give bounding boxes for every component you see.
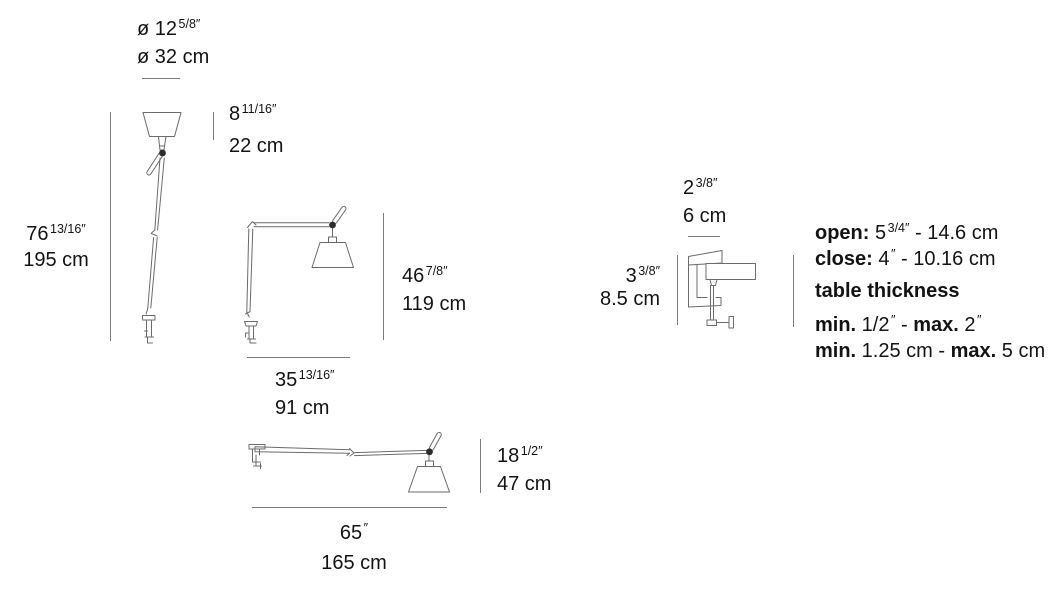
value-fraction: 7/8″ [425, 264, 448, 278]
open-cm-value: - 14.6 cm [909, 222, 999, 244]
horizontal-reach-label [304, 519, 404, 577]
elbow-joint [151, 230, 157, 236]
desk-height-inches [402, 263, 466, 291]
value-inches: 3 [625, 265, 637, 287]
value-fraction: 13/16″ [298, 368, 335, 382]
min-label: min. [815, 314, 857, 336]
thickness-range-cm [815, 340, 1045, 362]
arm-one [255, 447, 350, 453]
shade-height-label [229, 101, 283, 159]
close-label: close: [815, 248, 873, 270]
open-fraction: 3/4″ [887, 221, 910, 235]
clamp-arm-bar [706, 264, 756, 280]
clamp-height-inches [588, 266, 660, 289]
base-plate [143, 316, 156, 321]
clamp-top-plate [689, 251, 723, 266]
shade-diameter-inches [137, 16, 209, 44]
horizontal-height-inches [497, 443, 551, 471]
suspension-height-inches [10, 222, 102, 248]
max-label: max. [913, 314, 959, 336]
horizontal-height-label [497, 443, 551, 497]
value-inches: 8 [229, 103, 241, 125]
horizontal-reach-cm: 165 cm [321, 552, 387, 574]
desk-reach-cm: 91 cm [275, 397, 330, 419]
joint-lever [332, 206, 347, 225]
clamp-height-cm: 8.5 cm [599, 288, 660, 310]
value-fraction: 1/2″ [520, 444, 543, 458]
table-thickness-heading: table thickness [815, 280, 960, 302]
joint-lever [429, 432, 443, 452]
shade-neck [426, 461, 434, 467]
clamp-width-label [683, 175, 726, 229]
clamp-width-inches [683, 175, 726, 203]
close-cm-value: - 10.16 cm [895, 248, 996, 270]
arm-two [355, 450, 428, 455]
horizontal-height-cm: 47 cm [497, 473, 552, 495]
close-value: 4 [872, 248, 890, 270]
vertical-arm [247, 229, 253, 312]
lamp-shade [312, 243, 354, 268]
value-fraction: 3/8″ [638, 264, 660, 278]
suspension-lamp-figure [143, 113, 182, 344]
min-inch-mark: ″ [890, 313, 896, 327]
value-inches: 46 [402, 265, 425, 287]
min-label: min. [815, 340, 857, 362]
open-value: 5 [869, 222, 887, 244]
arm-foot [146, 308, 148, 314]
max-label: max. [950, 340, 997, 362]
base-foot [145, 337, 154, 343]
shade-diameter-label [137, 16, 209, 70]
joint-dot [159, 150, 166, 157]
clamp-plate [245, 322, 258, 327]
shade-neck [329, 237, 337, 243]
value-fraction: 13/16″ [50, 222, 86, 236]
min-value: 1/2 [856, 314, 890, 336]
bottom-elbow [246, 312, 251, 317]
clamp-foot [248, 339, 257, 343]
shade-knob [160, 146, 165, 150]
suspension-height-label [10, 222, 102, 272]
thickness-range-inches [815, 314, 981, 338]
open-label: open: [815, 222, 870, 244]
value-fraction: 11/16″ [241, 102, 277, 116]
horizontal-reach-inches [304, 519, 404, 549]
min-value: 1.25 cm [856, 340, 933, 362]
joint-dot [329, 222, 336, 229]
max-inch-mark: ″ [976, 313, 982, 327]
value-inches: 18 [497, 445, 520, 467]
value-fraction: ″ [363, 521, 369, 535]
clamp-open-spec [815, 222, 998, 246]
clamp-bottom-jaw [689, 298, 722, 308]
shade-diameter-cm: ø 32 cm [137, 46, 210, 68]
clamp-detail-figure [689, 251, 756, 329]
range-separator: - [932, 340, 951, 362]
desk-height-label [402, 263, 466, 317]
desk-reach-label [275, 367, 334, 421]
range-separator: - [895, 314, 914, 336]
value-fraction: 3/8″ [695, 176, 718, 190]
value-fraction: 5/8″ [178, 17, 201, 31]
value-inches: 2 [683, 177, 695, 199]
value-inches: 35 [275, 369, 298, 391]
value-inches: ø 12 [137, 18, 178, 40]
clamp-handle [254, 464, 262, 469]
value-inches: 76 [26, 223, 49, 245]
upper-arm [155, 158, 165, 230]
shade-height-cm: 22 cm [229, 135, 284, 157]
desk-reach-inches [275, 367, 334, 395]
horizontal-arm [254, 223, 329, 227]
lamp-shade [143, 113, 181, 137]
clamp-height-label [588, 266, 660, 310]
shade-neck [159, 137, 167, 147]
screw-pad [707, 320, 717, 326]
max-value: 5 cm [996, 340, 1046, 362]
max-value: 2 [958, 314, 976, 336]
joint-dot [426, 448, 433, 455]
value-inches: 65 [339, 522, 363, 544]
horizontal-lamp-figure [249, 432, 450, 492]
shade-height-inches [229, 101, 283, 129]
lamp-shade [409, 467, 450, 493]
base-stem [145, 320, 152, 337]
desk-lamp-figure [245, 206, 354, 343]
clamp-close-spec [815, 248, 995, 272]
desk-height-cm: 119 cm [402, 293, 467, 315]
clamp-width-cm: 6 cm [683, 205, 727, 227]
close-inch-mark: ″ [891, 247, 896, 261]
crank-knob [729, 317, 734, 329]
screw-shaft [711, 286, 714, 321]
suspension-height-cm: 195 cm [23, 249, 89, 271]
bar-support [710, 280, 717, 286]
lower-arm [148, 238, 157, 309]
clamp-body [246, 326, 254, 339]
